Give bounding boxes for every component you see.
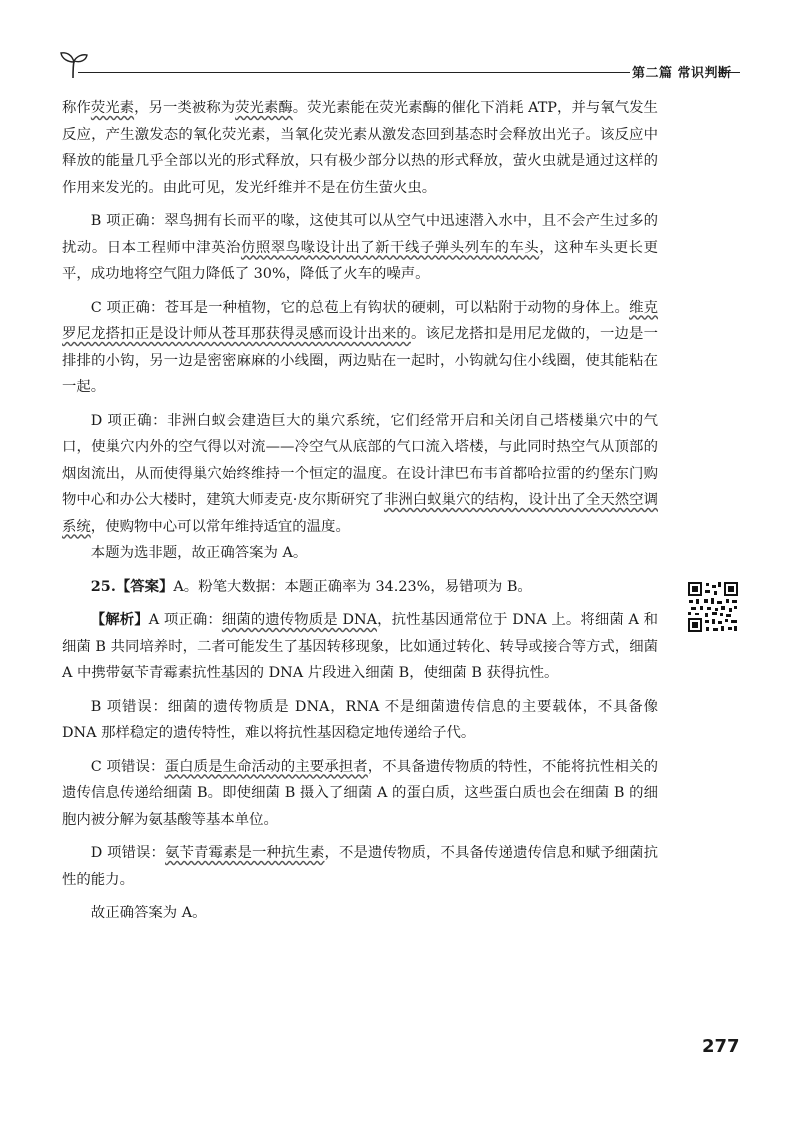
underlined-text: 非洲白蚁巢穴的结构，设计出了全天然空调系统: [62, 492, 658, 535]
text-run: A 项正确：: [148, 612, 222, 628]
text-run: C 项错误：: [90, 758, 165, 775]
underlined-text: 荧光素酶: [235, 100, 293, 116]
paragraph: [62, 574, 658, 601]
paragraph: [62, 607, 658, 687]
text-run: 。荧光素能在荧光素酶的催化下消耗 ATP，并与氧气发生反应，产生激发态的氧化荧光素，当氧化荧光素从激发态回到基态时会释放出光子。该反应中释放的能量几乎全部以光的形式释放，只有极少部分以热的形式释放，萤火虫就是通过这样的作用来发光的。由此可见，发光纤维并不是在仿生萤火虫。: [62, 100, 658, 196]
text-run: 。该尼龙搭扣是用尼龙做的，一边是一排排的小钩，另一边是密密麻麻的小线圈，两边贴在一起时，小钩就勾住小线圈，使其能粘在一起。: [62, 326, 658, 395]
text-run: 本题为选非题，故正确答案为 A。: [90, 545, 308, 561]
bold-label: 【解析】: [90, 611, 149, 628]
paragraph: [62, 540, 658, 567]
text-run: 称作: [62, 100, 91, 116]
text-run: D 项正确：非洲白蚁会建造巨大的巢穴系统，它们经常开启和关闭自己塔楼巢穴中的气口，使巢穴内外的空气得以对流——冷空气从底部的气口流入塔楼，与此同时热空气从顶部的烟囱流出，从而使得巢穴始终维持一个恒定的温度。在设计津巴布韦首都哈拉雷的约堡东门购物中心和办公大楼时，建筑大师麦克·皮尔斯研究了: [62, 412, 658, 508]
underlined-text: 仿照翠鸟喙设计出了新干线子弹头列车的车头: [240, 239, 540, 256]
text-run: ，不是遗传物质，不具备传递遗传信息和赋予细菌抗性的能力。: [62, 845, 658, 888]
body-text: [62, 95, 658, 927]
bold-label: 25.【答案】: [90, 577, 174, 595]
text-run: ，抗性基因通常位于 DNA 上。将细菌 A 和细菌 B 共同培养时，二者可能发生了基因转移现象，比如通过转化、转导或接合等方式，细菌 A 中携带氨苄青霉素抗性基因的 DNA 片段进入细菌 B，使细菌 B 获得抗性。: [62, 612, 658, 681]
paragraph: [62, 900, 658, 927]
qr-code-icon: [686, 580, 740, 634]
underlined-text: 氨苄青霉素是一种抗生素: [165, 845, 325, 861]
underlined-text: 维克罗尼龙搭扣正是设计师从苍耳那获得灵感而设计出来的: [62, 299, 658, 342]
paragraph: [62, 95, 658, 201]
paragraph: [62, 295, 658, 401]
section-title: 第二篇 常识判断: [632, 66, 732, 81]
paragraph: [62, 208, 658, 288]
underlined-text: 蛋白质是生命活动的主要承担者: [164, 758, 368, 775]
paragraph: [62, 694, 658, 747]
underlined-text: 荧光素: [90, 100, 135, 116]
text-run: B 项正确：翠鸟拥有长而平的喙，这使其可以从空气中迅速潜入水中，且不会产生过多的扰动。日本工程师中津英治: [62, 213, 658, 256]
paragraph: [62, 408, 658, 541]
text-run: D 项错误：: [90, 845, 166, 861]
page-number: 277: [702, 1036, 740, 1057]
text-run: ，使购物中心可以常年维持适宜的温度。: [90, 518, 350, 535]
text-run: ，另一类被称为: [134, 100, 236, 116]
sprout-icon: [56, 47, 90, 81]
text-run: 故正确答案为 A。: [90, 905, 207, 921]
paragraph: [62, 754, 658, 834]
header-rule: [78, 72, 630, 73]
text-run: A。粉笔大数据：本题正确率为 34.23%，易错项为 B。: [173, 578, 532, 595]
underlined-text: 细菌的遗传物质是 DNA: [221, 612, 377, 628]
paragraph: [62, 840, 658, 893]
text-run: B 项错误：细菌的遗传物质是 DNA，RNA 不是细菌遗传信息的主要载体，不具备像 DNA 那样稳定的遗传特性，难以将抗性基因稳定地传递给子代。: [62, 698, 658, 741]
text-run: ，不具备遗传物质的特性，不能将抗性相关的遗传信息传递给细菌 B。即使细菌 B 摄入了细菌 A 的蛋白质，这些蛋白质也会在细菌 B 的细胞内被分解为氨基酸等基本单位。: [62, 758, 658, 828]
page-header: [0, 0, 800, 100]
text-run: ，这种车头更长更平，成功地将空气阻力降低了 30%，降低了火车的噪声。: [62, 239, 658, 282]
text-run: C 项正确：苍耳是一种植物，它的总苞上有钩状的硬刺，可以粘附于动物的身体上。: [90, 299, 630, 316]
